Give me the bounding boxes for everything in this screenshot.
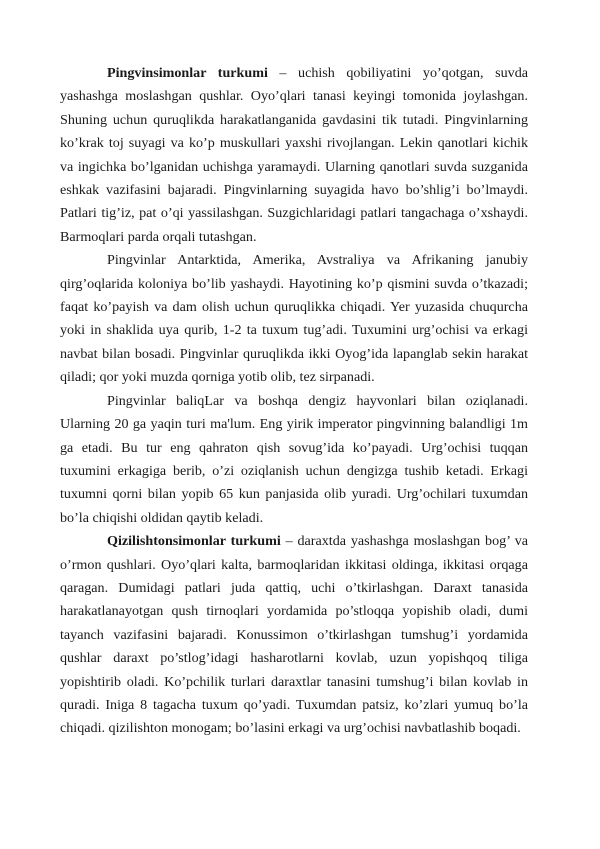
paragraph-text: Pingvinlar baliqLar va boshqa dengiz hayvonlari bilan oziqlanadi. Ularning 20 ga yaqin turi ma'lum. Eng yirik imperator pingvinning balandligi 1m ga etadi. Bu tur eng qahraton qish sovug’ida ko’payadi. Urg’ochisi tuqqan tuxumini erkagiga berib, o’zi oziqlanish uchun dengizga tushib ketadi. Erkagi tuxumni qorni bilan yopib 65 kun panjasida olib yuradi. Urg’ochilari tuxumdan bo’la chiqishi oldidan qaytib keladi.	[60, 392, 528, 526]
paragraph-penguin-diet	[60, 390, 528, 530]
term-heading: Pingvinsimonlar turkumi	[107, 65, 268, 81]
paragraph-text: Pingvinlar Antarktida, Amerika, Avstraliya va Afrikaning janubiy qirg’oqlarida koloniya bo’lib yashaydi. Hayotining ko’p qismini suvda o’tkazadi; faqat ko’payish va dam olish uchun quruqlikka chiqadi. Yer yuzasida chuqurcha yoki in shaklida uya qurib, 1-2 ta tuxum tug’adi. Tuxumini urg’ochisi va erkagi navbat bilan bosadi. Pingvinlar quruqlikda ikki Oyog’ida lapanglab sekin harakat qiladi; qor yoki muzda qorniga yotib olib, tez sirpanadi.	[60, 252, 528, 386]
paragraph-text: – daraxtda yashashga moslashgan bog’ va o’rmon qushlari. Oyo’qlari kalta, barmoqlaridan ikkitasi oldinga, ikkitasi orqaga qaragan. Dumidagi patlari juda qattiq, uchi o’tkirlashgan. Daraxt tanasida harakatlanayotgan qush tirnoqlari yordamida po’stloqqa yopishib oladi, dumi tayanch vazifasini bajaradi. Konussimon o’tkirlashgan tumshug’i yordamida qushlar daraxt po’stlog’idagi hasharotlarni kovlab, uzun yopishqoq tiliga yopishtirib oladi. Ko’pchilik turlari daraxtlar tanasini tumshug’i bilan kovlab in quradi. Iniga 8 tagacha tuxum qo’yadi. Tuxumdan patsiz, ko’zlari yumuq bo’la chiqadi. qizilishton monogam; bo’lasini erkagi va urg’ochisi navbatlashib boqadi.	[60, 533, 528, 737]
paragraph-penguin-habitat	[60, 249, 528, 389]
paragraph-penguin-order	[60, 62, 528, 249]
paragraph-text: – uchish qobiliyatini yo’qotgan, suvda yashashga moslashgan qushlar. Oyo’qlari tanasi keyingi tomonida joylashgan. Shuning uchun quruqlikda harakatlanganida gavdasini tik tutadi. Pingvinlarning ko’krak toj suyagi va ko’p muskullari yaxshi rivojlangan. Lekin qanotlari kichik va ingichka bo’lganidan uchishga yaramaydi. Ularning qanotlari suvda suzganida eshkak vazifasini bajaradi. Pingvinlarning suyagida havo bo’shlig’i bo’lmaydi. Patlari tig’iz, pat o’qi yassilashgan. Suzgichlaridagi patlari tangachaga o’xshaydi. Barmoqlari parda orqali tutashgan.	[60, 65, 528, 245]
document-page	[60, 62, 528, 741]
term-heading: Qizilishtonsimonlar turkumi	[107, 533, 281, 550]
paragraph-woodpecker-order	[60, 530, 528, 741]
